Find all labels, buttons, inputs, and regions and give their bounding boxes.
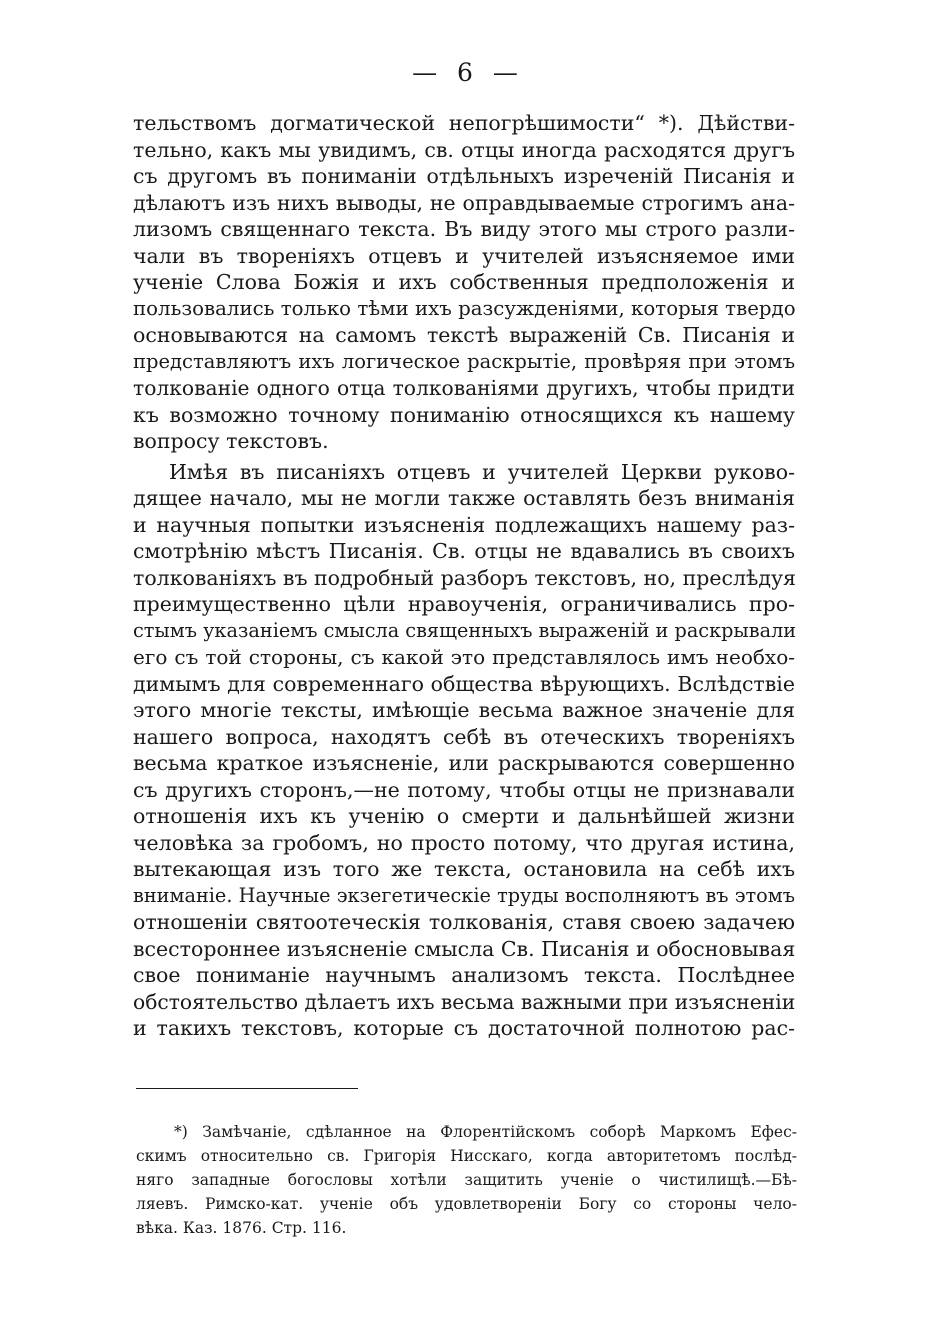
footnote-divider xyxy=(136,1088,358,1089)
text-line: отношеніи святоотеческія толкованія, ставя своею задачею xyxy=(133,910,795,934)
text-line: лизомъ священнаго текста. Въ виду этого мы строго разли- xyxy=(133,217,795,241)
text-line: нашего вопроса, находятъ себѣ въ отеческихъ твореніяхъ xyxy=(133,724,795,749)
text-line: съ другомъ въ пониманіи отдѣльныхъ изреченій Писанія и xyxy=(133,164,795,188)
text-line: представляютъ ихъ логическое раскрытіе, провѣряя при этомъ xyxy=(133,349,795,373)
text-line: свое пониманіе научнымъ анализомъ текста. Послѣднее xyxy=(133,963,795,987)
text-line: этого многіе тексты, имѣющіе весьма важное значеніе для xyxy=(133,698,795,722)
text-line: человѣка за гробомъ, но просто потому, что другая истина, xyxy=(133,830,795,855)
text-line: и такихъ текстовъ, которые съ достаточной полнотою рас- xyxy=(133,1016,795,1040)
footnote-line: няго западные богословы хотѣли защитить ученіе о чистилищѣ.—Бѣ- xyxy=(136,1171,797,1189)
footnote-line: ляевъ. Римско-кат. ученіе объ удовлетвореніи Богу со стороны чело- xyxy=(136,1195,797,1213)
text-line: тельно, какъ мы увидимъ, св. отцы иногда расходятся другъ xyxy=(133,137,795,162)
text-line: смотрѣнію мѣстъ Писанія. Св. отцы не вдавались въ своихъ xyxy=(133,539,795,563)
text-line: вопросу текстовъ. xyxy=(133,429,329,453)
text-line: вниманіе. Научные экзегетическіе труды восполняютъ въ этомъ xyxy=(133,883,795,907)
text-line: стымъ указаніемъ смысла священныхъ выраженій и раскрывали xyxy=(133,618,797,642)
text-line: ученіе Слова Божія и ихъ собственныя предположенія и xyxy=(133,270,795,294)
footnote-line: скимъ относительно св. Григорія Нисскаго, когда авторитетомъ послѣд- xyxy=(136,1147,797,1165)
text-line: тельствомъ догматической непогрѣшимости“ *). Дѣйстви- xyxy=(133,111,795,135)
text-line: дящее начало, мы не могли также оставлять безъ вниманія xyxy=(133,486,795,510)
text-line: дѣлаютъ изъ нихъ выводы, не оправдываемые строгимъ ана- xyxy=(133,190,795,215)
text-line: и научныя попытки изъясненія подлежащихъ нашему раз- xyxy=(133,512,795,537)
text-line: основываются на самомъ текстѣ выраженій Св. Писанія и xyxy=(133,323,795,347)
text-line: чали въ твореніяхъ отцевъ и учителей изъясняемое ими xyxy=(133,243,795,268)
text-line: димымъ для современнаго общества вѣрующихъ. Вслѣдствіе xyxy=(133,671,795,696)
text-line: преимущественно цѣли нравоученія, ограничивались про- xyxy=(133,592,795,616)
text-line: всестороннее изъясненіе смысла Св. Писанія и обосновывая xyxy=(133,936,796,961)
text-line: толкованіяхъ въ подробный разборъ текстовъ, но, преслѣдуя xyxy=(133,565,796,590)
text-line: вытекающая изъ того же текста, остановила на себѣ ихъ xyxy=(133,857,795,881)
text-line: весьма краткое изъясненіе, или раскрываются совершенно xyxy=(133,751,795,775)
footnote xyxy=(136,1120,797,1240)
text-line: обстоятельство дѣлаетъ ихъ весьма важными при изъясненіи xyxy=(133,989,796,1014)
text-line: толкованіе одного отца толкованіями другихъ, чтобы придти xyxy=(133,376,795,400)
footnote-line: вѣка. Каз. 1876. Стр. 116. xyxy=(136,1219,347,1237)
footnote-line: *) Замѣчаніе, сдѣланное на Флорентійскомъ соборѣ Маркомъ Ефес- xyxy=(174,1123,797,1141)
text-line: отношенія ихъ къ ученію о смерти и дальнѣйшей жизни xyxy=(133,804,795,828)
text-line: съ другихъ сторонъ,—не потому, чтобы отцы не признавали xyxy=(133,777,795,802)
text-line: Имѣя въ писаніяхъ отцевъ и учителей Церкви руково- xyxy=(169,459,795,484)
text-line: его съ той стороны, съ какой это представлялось имъ необхо- xyxy=(133,645,795,669)
text-line: къ возможно точному пониманію относящихся къ нашему xyxy=(133,402,795,427)
page-number: — 6 — xyxy=(412,58,524,87)
main-text xyxy=(133,110,795,1042)
text-line: пользовались только тѣми ихъ разсужденіями, которыя твердо xyxy=(133,296,796,320)
